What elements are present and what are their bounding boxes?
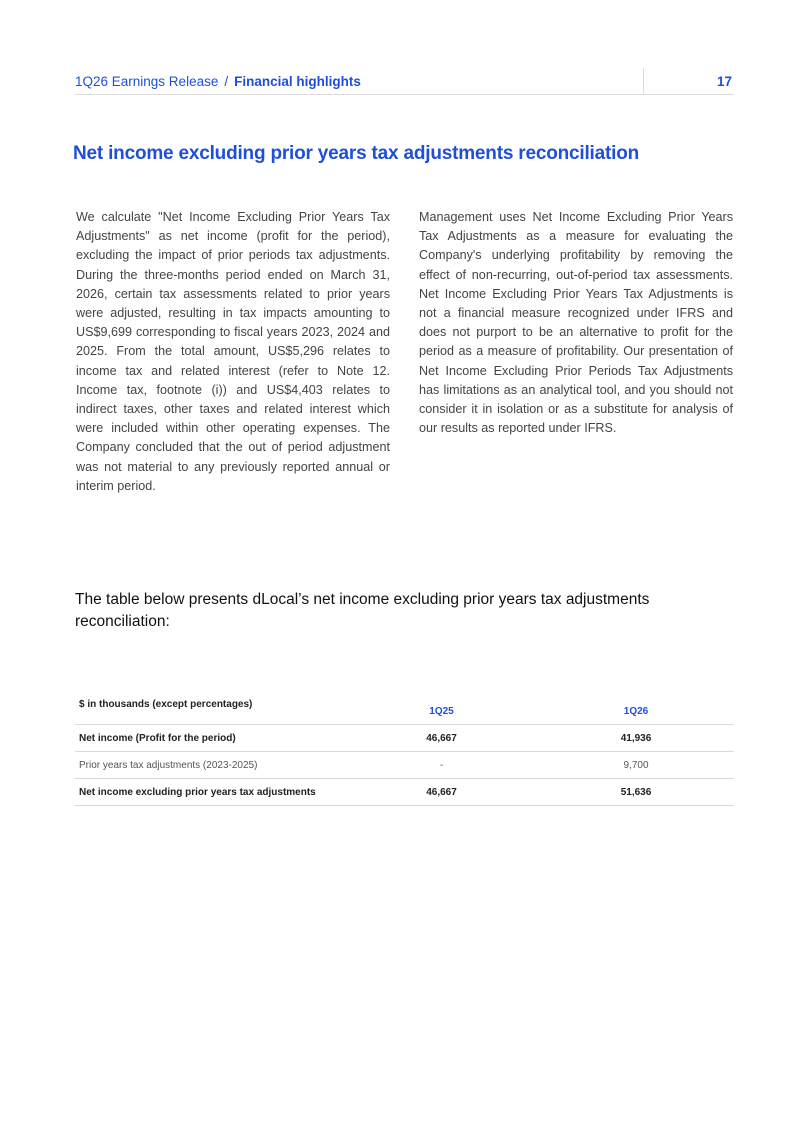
row-label: Net income (Profit for the period): [75, 725, 345, 752]
breadcrumb: [75, 74, 361, 89]
page-header: [75, 68, 734, 95]
header-divider: [643, 68, 644, 94]
column-header-1q26: 1Q26: [538, 693, 734, 725]
table-header-row: [75, 693, 734, 725]
cell-1q25: -: [345, 752, 538, 779]
breadcrumb-current: Financial highlights: [234, 74, 361, 89]
table-row: [75, 752, 734, 779]
table-row: [75, 725, 734, 752]
breadcrumb-root[interactable]: 1Q26 Earnings Release: [75, 74, 219, 89]
row-label: Prior years tax adjustments (2023-2025): [75, 752, 345, 779]
page-number: 17: [716, 74, 732, 89]
cell-1q26: 9,700: [538, 752, 734, 779]
cell-1q25: 46,667: [345, 779, 538, 806]
column-header-label: $ in thousands (except percentages): [75, 693, 345, 725]
breadcrumb-separator: /: [224, 74, 229, 89]
page-title: Net income excluding prior years tax adjustments reconciliation: [73, 143, 640, 164]
left-paragraph: We calculate "Net Income Excluding Prior Years Tax Adjustments" as net income (profit for the period), excluding the impact of prior periods tax adjustments. During the three-months period ended on March 31, 2026, certain tax assessments related to prior years were adjusted, resulting in tax impacts amounting to US$9,699 corresponding to fiscal years 2023, 2024 and 2025. From the total amount, US$5,296 relates to income tax and related interest (refer to Note 12. Income tax, footnote (i)) and US$4,403 relates to indirect taxes, other taxes and related interest which were included within other operating expenses. The Company concluded that the out of period adjustment was not material to any previously reported annual or interim period.: [76, 210, 390, 493]
table-intro: The table below presents dLocal’s net income excluding prior years tax adjustments reconciliation:: [75, 591, 650, 630]
cell-1q26: 51,636: [538, 779, 734, 806]
right-paragraph: Management uses Net Income Excluding Prior Years Tax Adjustments as a measure for evaluating the Company's underlying profitability by removing the effect of non-recurring, out-of-period tax assessments. Net Income Excluding Prior Years Tax Adjustments is not a financial measure recognized under IFRS and does not purport to be an alternative to profit for the period as a measure of profitability. Our presentation of Net Income Excluding Prior Periods Tax Adjustments has limitations as an analytical tool, and you should not consider it in isolation or as a substitute for analysis of our results as reported under IFRS.: [419, 210, 733, 436]
table-row: [75, 779, 734, 806]
row-label: Net income excluding prior years tax adjustments: [75, 779, 345, 806]
cell-1q25: 46,667: [345, 725, 538, 752]
cell-1q26: 41,936: [538, 725, 734, 752]
reconciliation-table: [75, 693, 734, 806]
column-header-1q25: 1Q25: [345, 693, 538, 725]
